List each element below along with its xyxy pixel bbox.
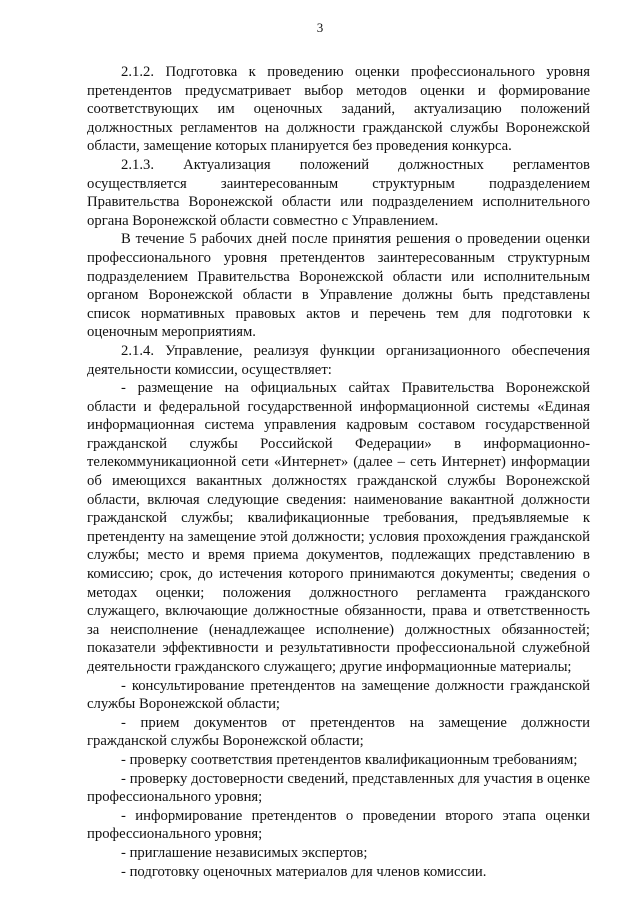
list-item-verification: - проверку достоверности сведений, представленных для участия в оценке профессионального уровня; bbox=[87, 770, 590, 806]
list-item-document-intake: - прием документов от претендентов на замещение должности гражданской службы Воронежской области; bbox=[87, 714, 590, 750]
list-item-materials: - подготовку оценочных материалов для членов комиссии. bbox=[121, 863, 487, 880]
list-item-informing: - информирование претендентов о проведении второго этапа оценки профессионального уровня; bbox=[87, 807, 590, 843]
list-item-publication: - размещение на официальных сайтах Правительства Воронежской области и федеральной государственной информационной системы «Единая информационная система управления кадровым составом государственной гражданской службы Российской Федерации» в информационно-телекоммуникационной сети «Интернет» (далее – сеть Интернет) информации об имеющихся вакантных должностях гражданской службы Воронежской области, включая следующие сведения: наименование вакантной должности гражданской службы; квалификационные требования, предъявляемые к претенденту на замещение этой должности; условия прохождения гражданской службы; место и время приема документов, подлежащих представлению в комиссию; срок, до истечения которого принимаются документы; сведения о методах оценки; положения должностного регламента гражданского служащего, включающие должностные обязанности, права и ответственность за неисполнение (ненадлежащее исполнение) должностных обязанностей; показатели эффективности и результативности профессиональной служебной деятельности гражданского служащего; другие информационные материалы; bbox=[87, 380, 590, 675]
paragraph-2-1-3: 2.1.3. Актуализация положений должностных регламентов осуществляется заинтересованным структурным подразделением Правительства Воронежской области или подразделением исполнительного органа Воронежской области совместно с Управлением. bbox=[87, 156, 590, 229]
document-body bbox=[87, 63, 590, 881]
list-item-consulting: - консультирование претендентов на замещение должности гражданской службы Воронежской области; bbox=[87, 677, 590, 713]
paragraph-deadline: В течение 5 рабочих дней после принятия решения о проведении оценки профессионального уровня претендентов заинтересованным структурным подразделением Правительства Воронежской области или исполнительным органом Воронежской области в Управление должны быть представлены список нормативных правовых актов и перечень тем для подготовки к оценочным мероприятиям. bbox=[87, 231, 590, 341]
page-number: 3 bbox=[316, 20, 324, 35]
list-item-experts: - приглашение независимых экспертов; bbox=[121, 844, 368, 861]
paragraph-2-1-2: 2.1.2. Подготовка к проведению оценки профессионального уровня претендентов предусматривает выбор методов оценки и формирование соответствующих им оценочных заданий, актуализацию положений должностных регламентов на должности гражданской службы Воронежской области, замещение которых планируется без проведения конкурса. bbox=[87, 64, 590, 155]
paragraph-2-1-4: 2.1.4. Управление, реализуя функции организационного обеспечения деятельности комиссии, осуществляет: bbox=[87, 342, 590, 378]
list-item-qualification-check: - проверку соответствия претендентов квалификационным требованиям; bbox=[121, 751, 578, 768]
